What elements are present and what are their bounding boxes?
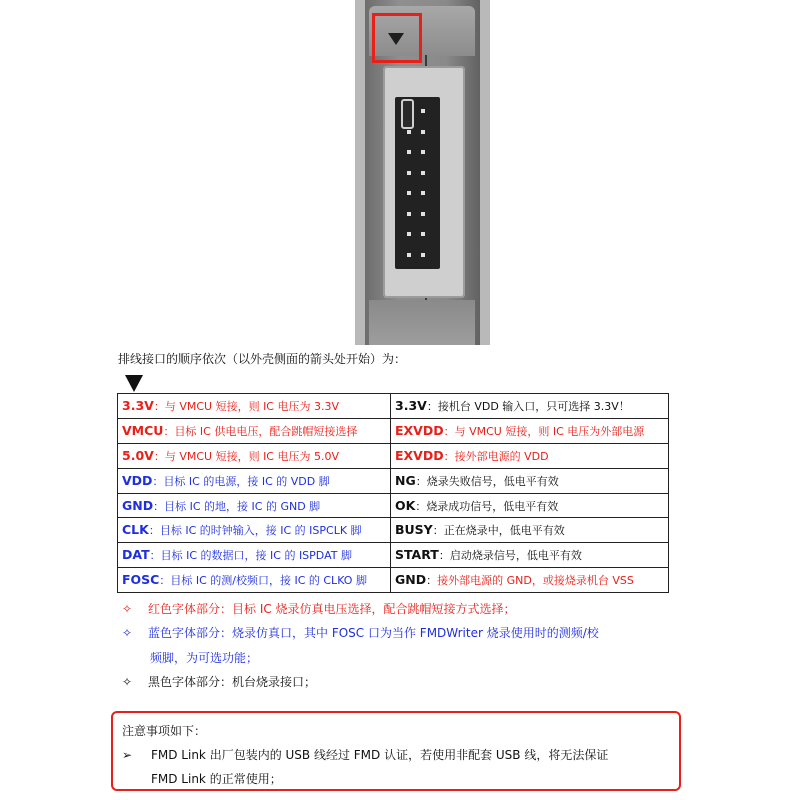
pin-table xyxy=(117,393,669,593)
sim-pin-cell xyxy=(118,468,391,493)
sim-pin-cell xyxy=(118,543,391,568)
machine-pin-cell xyxy=(391,468,669,493)
jumper-cap xyxy=(401,99,414,129)
table-row xyxy=(118,443,669,468)
pin1-marker-icon xyxy=(125,375,143,392)
machine-pin-cell xyxy=(391,394,669,419)
table-row xyxy=(118,518,669,543)
note-black xyxy=(122,673,316,690)
table-row xyxy=(118,543,669,568)
note-blue xyxy=(122,624,599,641)
pin-description: 与 VMCU 短接，则 IC 电压为外部电源 xyxy=(454,424,645,438)
pin-separator: ： xyxy=(152,474,164,488)
pin-name: BUSY xyxy=(395,522,433,538)
pin-separator: ： xyxy=(148,524,160,538)
pin-name: EXVDD xyxy=(395,447,444,463)
header-pin xyxy=(407,191,411,195)
header-pin xyxy=(407,232,411,236)
header-pin xyxy=(407,212,411,216)
pin-name: OK xyxy=(395,497,416,513)
device-bottom xyxy=(369,300,475,345)
interface-order-intro: 排线接口的顺序依次（以外壳侧面的箭头处开始）为： xyxy=(118,352,407,366)
pin-separator: ： xyxy=(153,499,165,513)
pin-description: 正在烧录中，低电平有效 xyxy=(443,524,565,538)
header-pin xyxy=(421,109,425,113)
note-blue-text-1: 蓝色字体部分：烧录仿真口，其中 FOSC 口为当作 FMDWriter 烧录使用时的测频/校 xyxy=(148,626,599,640)
pin-description: 与 VMCU 短接，则 IC 电压为 5.0V xyxy=(164,449,340,463)
pin-name: CLK xyxy=(122,522,149,538)
pin-description: 目标 IC 的时钟输入，接 IC 的 ISPCLK 脚 xyxy=(159,524,362,538)
pin-name: VMCU xyxy=(122,422,164,438)
pin-description: 启动烧录信号，低电平有效 xyxy=(449,549,582,563)
device-photo xyxy=(355,0,490,345)
pin-name: VDD xyxy=(122,472,153,488)
sim-pin-cell xyxy=(118,493,391,518)
pin-name: NG xyxy=(395,472,416,488)
pin-description: 与 VMCU 短接，则 IC 电压为 3.3V xyxy=(164,399,340,413)
note-blue-text-2: 频脚，为可选功能； xyxy=(150,651,259,665)
note-red-text: 红色字体部分：目标 IC 烧录仿真电压选择，配合跳帽短接方式选择； xyxy=(148,602,516,616)
pin-separator: ： xyxy=(443,449,455,463)
pin-name: EXVDD xyxy=(395,422,444,438)
pin-name: 5.0V xyxy=(122,447,154,463)
machine-pin-cell xyxy=(391,518,669,543)
pin-separator: ： xyxy=(426,399,438,413)
pin-name: 3.3V xyxy=(122,397,154,413)
header-pin xyxy=(421,150,425,154)
machine-pin-cell xyxy=(391,493,669,518)
pin-separator: ： xyxy=(159,574,171,588)
note-red xyxy=(122,600,516,617)
table-row xyxy=(118,418,669,443)
pin-name: DAT xyxy=(122,547,150,563)
table-row xyxy=(118,568,669,593)
pin-description: 目标 IC 供电电压，配合跳帽短接选择 xyxy=(174,424,358,438)
header-pin xyxy=(421,130,425,134)
pin-description: 接外部电源的 VDD xyxy=(454,449,549,463)
pin-name: START xyxy=(395,547,439,563)
header-pin xyxy=(421,191,425,195)
diamond-bullet-icon: ✧ xyxy=(122,602,133,616)
sim-pin-cell xyxy=(118,518,391,543)
header-pin xyxy=(407,150,411,154)
attention-title: 注意事项如下： xyxy=(122,724,207,738)
machine-pin-cell xyxy=(391,568,669,593)
table-row xyxy=(118,493,669,518)
attention-line-1 xyxy=(122,746,608,763)
header-pin xyxy=(421,171,425,175)
machine-pin-cell xyxy=(391,543,669,568)
pin1-arrow-icon xyxy=(388,33,404,45)
pin-separator: ： xyxy=(443,424,455,438)
diamond-bullet-icon: ✧ xyxy=(122,675,133,689)
sim-pin-cell xyxy=(118,394,391,419)
pin-separator: ： xyxy=(153,399,165,413)
header-pin xyxy=(407,253,411,257)
attention-line-2: FMD Link 的正常使用； xyxy=(151,772,282,786)
header-pin xyxy=(407,130,411,134)
pin-separator: ： xyxy=(415,499,427,513)
pin-separator: ： xyxy=(432,524,444,538)
header-pin xyxy=(421,253,425,257)
pin-description: 目标 IC 的数据口，接 IC 的 ISPDAT 脚 xyxy=(160,549,352,563)
table-row xyxy=(118,394,669,419)
pin-name: GND xyxy=(395,572,427,588)
pin-description: 目标 IC 的电源，接 IC 的 VDD 脚 xyxy=(163,474,330,488)
diamond-bullet-icon: ✧ xyxy=(122,626,133,640)
pin-separator: ： xyxy=(149,549,161,563)
pin-separator: ： xyxy=(415,474,427,488)
header-pin xyxy=(421,232,425,236)
header-pin xyxy=(407,171,411,175)
pin-name: 3.3V xyxy=(395,397,427,413)
pin-separator: ： xyxy=(438,549,450,563)
sim-pin-cell xyxy=(118,568,391,593)
pin-separator: ： xyxy=(426,574,438,588)
pin-description: 烧录成功信号，低电平有效 xyxy=(426,499,559,513)
machine-pin-cell xyxy=(391,418,669,443)
machine-pin-cell xyxy=(391,443,669,468)
pin-description: 烧录失败信号，低电平有效 xyxy=(426,474,559,488)
pin-description: 目标 IC 的地，接 IC 的 GND 脚 xyxy=(164,499,321,513)
note-black-text: 黑色字体部分：机台烧录接口； xyxy=(148,675,317,689)
sim-pin-cell xyxy=(118,418,391,443)
pin-description: 接外部电源的 GND，或接烧录机台 VSS xyxy=(437,574,634,588)
sim-pin-cell xyxy=(118,443,391,468)
pin-name: FOSC xyxy=(122,572,160,588)
attention-line-1-text: FMD Link 出厂包装内的 USB 线经过 FMD 认证，若使用非配套 USB 线，将无法保证 xyxy=(151,748,609,762)
table-row xyxy=(118,468,669,493)
pin-separator: ： xyxy=(153,449,165,463)
pin-description: 接机台 VDD 输入口，只可选择 3.3V！ xyxy=(437,399,630,413)
arrow-bullet-icon: ➢ xyxy=(122,748,133,762)
header-pin xyxy=(421,212,425,216)
pin-description: 目标 IC 的测/校频口，接 IC 的 CLKO 脚 xyxy=(170,574,367,588)
pin-name: GND xyxy=(122,497,154,513)
pin-separator: ： xyxy=(163,424,175,438)
